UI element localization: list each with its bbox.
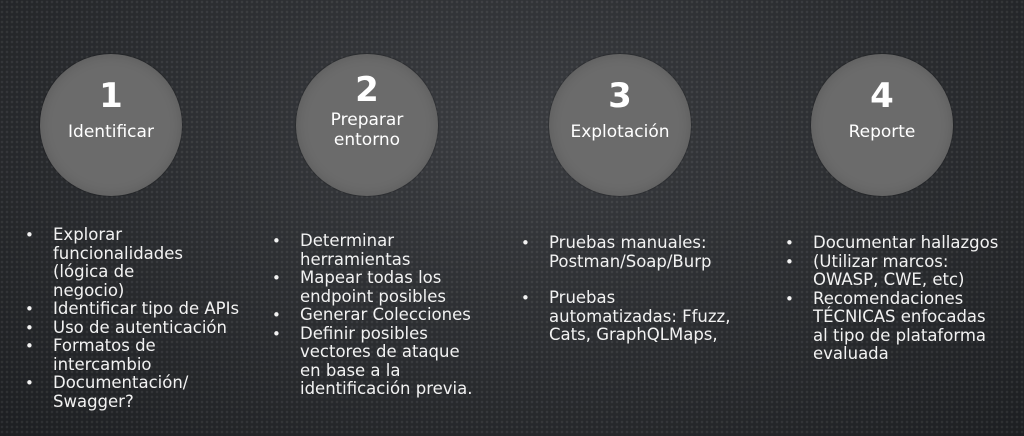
column-4-list: [785, 234, 1010, 364]
list-item: • Pruebas manuales: Postman/Soap/Burp: [521, 234, 724, 271]
column-2-list: [272, 232, 507, 399]
list-item: • Identificar tipo de APIs: [25, 300, 255, 319]
list-item: • Uso de autenticación: [25, 319, 255, 338]
list-item: • Generar Colecciones: [272, 306, 507, 325]
list-item: • Recomendaciones TÉCNICAS enfocadas al tipo de plataforma evaluada: [785, 290, 1003, 364]
column-1-list: [25, 226, 255, 411]
step-3-label: Explotación: [570, 122, 670, 142]
list-item: • Pruebas automatizadas: Ffuzz, Cats, GraphQLMaps,: [521, 289, 734, 345]
step-1-circle: [40, 54, 182, 196]
step-3-circle: [549, 54, 691, 196]
step-4-number: 4: [870, 76, 894, 116]
list-item: • Documentar hallazgos: [785, 234, 1010, 253]
step-2-label-line1: Preparar: [330, 110, 404, 130]
list-item: • Definir posibles vectores de ataque en base a la identificación previa.: [272, 325, 485, 399]
step-1-label: Identificar: [68, 122, 154, 142]
list-item: • Determinar herramientas: [272, 232, 410, 269]
list-item: • Formatos de intercambio: [25, 337, 178, 374]
step-2-circle: [296, 54, 438, 196]
list-item: • (Utilizar marcos: OWASP, CWE, etc): [785, 253, 983, 290]
list-item: • Documentación/ Swagger?: [25, 374, 213, 411]
step-4-label: Reporte: [848, 122, 916, 142]
step-3-number: 3: [608, 76, 632, 116]
step-1-number: 1: [99, 76, 123, 116]
step-4-circle: [811, 54, 953, 196]
column-3-list: [521, 234, 746, 345]
list-item: • Mapear todas los endpoint posibles: [272, 269, 465, 306]
step-2-number: 2: [355, 70, 379, 110]
list-item: • Explorar funcionalidades (lógica de negocio): [25, 226, 203, 300]
step-2-label-line2: entorno: [333, 130, 401, 150]
